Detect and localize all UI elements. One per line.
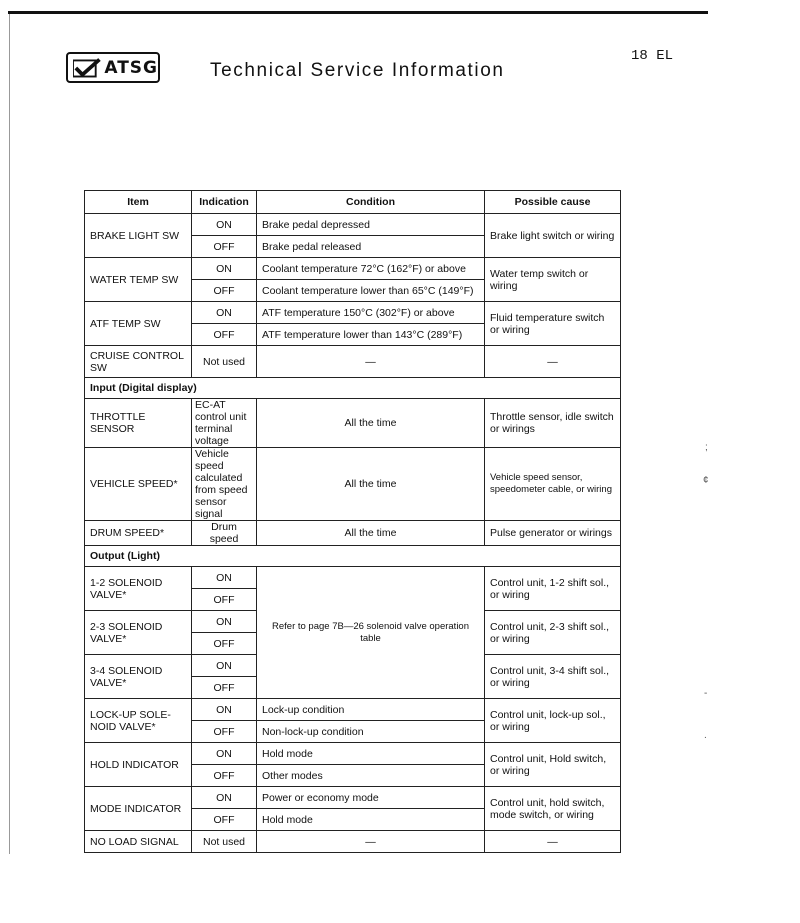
header-cause: Possible cause xyxy=(485,191,621,214)
indication-cell: OFF xyxy=(192,324,257,346)
margin-mark: - xyxy=(704,688,708,699)
indication-cell: Not used xyxy=(192,346,257,378)
cause-cell: Control unit, 1-2 shift sol., or wiring xyxy=(485,567,621,611)
section-row xyxy=(85,546,621,567)
header-condition: Condition xyxy=(257,191,485,214)
condition-cell: Brake pedal released xyxy=(257,236,485,258)
cause-cell: — xyxy=(485,831,621,853)
condition-cell: Coolant temperature 72°C (162°F) or above xyxy=(257,258,485,280)
indication-cell: OFF xyxy=(192,236,257,258)
table-row xyxy=(85,787,621,809)
cause-cell: Vehicle speed sensor, speedometer cable, or wiring xyxy=(485,448,621,521)
condition-cell: Hold mode xyxy=(257,809,485,831)
indication-cell: ON xyxy=(192,214,257,236)
item-cell: DRUM SPEED* xyxy=(85,521,192,546)
table-row xyxy=(85,743,621,765)
table-row xyxy=(85,258,621,280)
cause-cell: — xyxy=(485,346,621,378)
indication-cell: OFF xyxy=(192,765,257,787)
item-cell: 2-3 SOLENOID VALVE* xyxy=(85,611,192,655)
item-cell: MODE INDICATOR xyxy=(85,787,192,831)
cause-cell: Control unit, lock-up sol., or wiring xyxy=(485,699,621,743)
table-row xyxy=(85,399,621,448)
indication-cell: OFF xyxy=(192,809,257,831)
condition-cell: ATF temperature 150°C (302°F) or above xyxy=(257,302,485,324)
table-row xyxy=(85,699,621,721)
cause-cell: Control unit, 3-4 shift sol., or wiring xyxy=(485,655,621,699)
indication-cell: ON xyxy=(192,787,257,809)
item-cell: HOLD INDICATOR xyxy=(85,743,192,787)
indication-cell: OFF xyxy=(192,677,257,699)
item-cell: BRAKE LIGHT SW xyxy=(85,214,192,258)
indication-cell: ON xyxy=(192,699,257,721)
indication-cell: Not used xyxy=(192,831,257,853)
indication-cell: Vehicle speed calculated from speed sensor signal xyxy=(192,448,257,521)
condition-cell: All the time xyxy=(257,521,485,546)
cause-cell: Control unit, Hold switch, or wiring xyxy=(485,743,621,787)
condition-cell: ATF temperature lower than 143°C (289°F) xyxy=(257,324,485,346)
indication-cell: ON xyxy=(192,302,257,324)
solenoid-condition-cell: Refer to page 7B—26 solenoid valve operation table xyxy=(257,567,485,699)
section-output-label: Output (Light) xyxy=(85,546,621,567)
logo-text: ATSG xyxy=(104,57,158,78)
table-row xyxy=(85,448,621,521)
indication-cell: OFF xyxy=(192,633,257,655)
header-indication: Indication xyxy=(192,191,257,214)
indication-cell: Drum speed xyxy=(192,521,257,546)
condition-cell: Coolant temperature lower than 65°C (149°F) xyxy=(257,280,485,302)
table-row xyxy=(85,346,621,378)
item-cell: VEHICLE SPEED* xyxy=(85,448,192,521)
cause-cell: Control unit, hold switch, mode switch, or wiring xyxy=(485,787,621,831)
item-cell: 3-4 SOLENOID VALVE* xyxy=(85,655,192,699)
indication-cell: OFF xyxy=(192,280,257,302)
indication-cell: OFF xyxy=(192,721,257,743)
cause-cell: Fluid temperature switch or wiring xyxy=(485,302,621,346)
table-row xyxy=(85,567,621,589)
item-cell: LOCK-UP SOLE-NOID VALVE* xyxy=(85,699,192,743)
section-row xyxy=(85,378,621,399)
condition-cell: — xyxy=(257,831,485,853)
table-row xyxy=(85,214,621,236)
indication-cell: EC-AT control unit terminal voltage xyxy=(192,399,257,448)
cause-cell: Throttle sensor, idle switch or wirings xyxy=(485,399,621,448)
condition-cell: Other modes xyxy=(257,765,485,787)
cause-cell: Water temp switch or wiring xyxy=(485,258,621,302)
atsg-logo xyxy=(66,52,160,83)
cause-cell: Pulse generator or wirings xyxy=(485,521,621,546)
table-header-row xyxy=(85,191,621,214)
condition-cell: All the time xyxy=(257,448,485,521)
cause-cell: Control unit, 2-3 shift sol., or wiring xyxy=(485,611,621,655)
condition-cell: Hold mode xyxy=(257,743,485,765)
page-title: Technical Service Information xyxy=(210,60,505,81)
indication-cell: OFF xyxy=(192,589,257,611)
condition-cell: Power or economy mode xyxy=(257,787,485,809)
header-item: Item xyxy=(85,191,192,214)
item-cell: NO LOAD SIGNAL xyxy=(85,831,192,853)
left-rule xyxy=(9,14,10,854)
item-cell: THROTTLE SENSOR xyxy=(85,399,192,448)
item-cell: WATER TEMP SW xyxy=(85,258,192,302)
condition-cell: All the time xyxy=(257,399,485,448)
condition-cell: Lock-up condition xyxy=(257,699,485,721)
item-cell: 1-2 SOLENOID VALVE* xyxy=(85,567,192,611)
table-row xyxy=(85,831,621,853)
table-row xyxy=(85,521,621,546)
condition-cell: Non-lock-up condition xyxy=(257,721,485,743)
indication-cell: ON xyxy=(192,743,257,765)
indication-cell: ON xyxy=(192,258,257,280)
table-row xyxy=(85,302,621,324)
indication-cell: ON xyxy=(192,655,257,677)
condition-cell: Brake pedal depressed xyxy=(257,214,485,236)
section-input-label: Input (Digital display) xyxy=(85,378,621,399)
cause-cell: Brake light switch or wiring xyxy=(485,214,621,258)
diagnostic-table xyxy=(84,190,621,853)
margin-mark: ; xyxy=(705,442,708,453)
margin-mark: . xyxy=(704,730,707,741)
margin-mark: ¢ xyxy=(703,475,709,486)
top-rule xyxy=(8,11,708,14)
indication-cell: ON xyxy=(192,611,257,633)
indication-cell: ON xyxy=(192,567,257,589)
item-cell: CRUISE CONTROL SW xyxy=(85,346,192,378)
page-number: 18 EL xyxy=(631,48,674,64)
item-cell: ATF TEMP SW xyxy=(85,302,192,346)
checkmark-icon xyxy=(73,58,101,78)
condition-cell: — xyxy=(257,346,485,378)
